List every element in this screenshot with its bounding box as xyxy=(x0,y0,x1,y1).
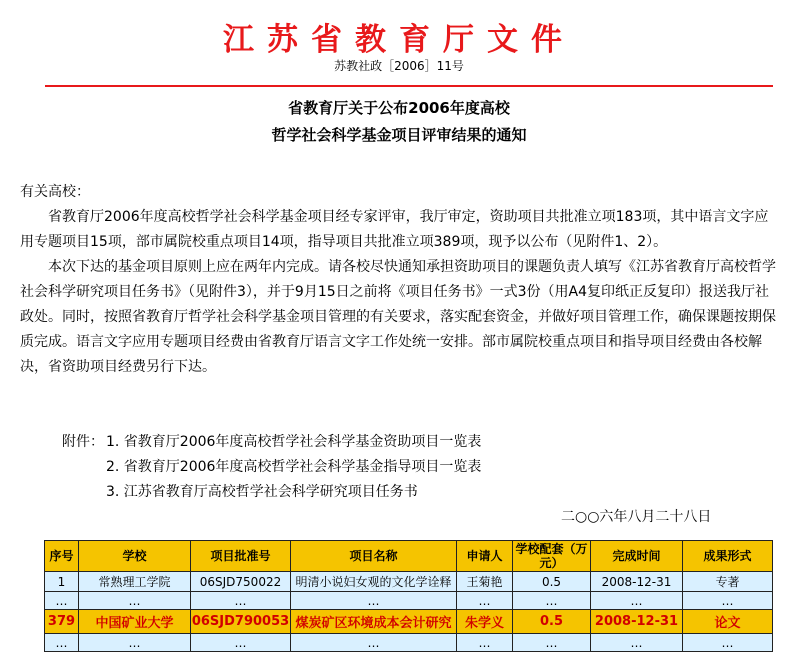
table-cell: … xyxy=(45,634,79,652)
table-cell: … xyxy=(191,634,291,652)
table-cell: … xyxy=(45,592,79,610)
table-row xyxy=(45,592,773,610)
table-cell: 1 xyxy=(45,572,79,592)
table-cell: … xyxy=(513,592,591,610)
table-cell: 专著 xyxy=(683,572,773,592)
table-cell: … xyxy=(457,592,513,610)
notice-heading-line1: 省教育厅关于公布2006年度高校 xyxy=(288,99,510,117)
header-cell: 项目批准号 xyxy=(191,541,291,572)
salutation: 有关高校： xyxy=(20,184,90,200)
document-title: 江苏省教育厅文件 xyxy=(223,22,575,58)
table-cell: 王菊艳 xyxy=(457,572,513,592)
header-cell: 成果形式 xyxy=(683,541,773,572)
table-cell: … xyxy=(291,634,457,652)
header-cell: 序号 xyxy=(45,541,79,572)
results-table xyxy=(44,540,773,652)
table-cell: … xyxy=(513,634,591,652)
document-number: 苏教社政［2006］11号 xyxy=(334,59,464,73)
table-cell: … xyxy=(457,634,513,652)
document-date: 二○○六年八月二十八日 xyxy=(561,509,712,525)
table-cell: … xyxy=(591,592,683,610)
table-cell: … xyxy=(79,634,191,652)
table-cell: 0.5 xyxy=(513,610,591,634)
table-cell: 朱学义 xyxy=(457,610,513,634)
table-cell: … xyxy=(191,592,291,610)
table-cell: 06SJD790053 xyxy=(191,610,291,634)
table-cell: 论文 xyxy=(683,610,773,634)
table-cell: 379 xyxy=(45,610,79,634)
table-row-highlighted xyxy=(45,610,773,634)
table-row xyxy=(45,572,773,592)
table-cell: 明清小说妇女观的文化学诠释 xyxy=(291,572,457,592)
attachments-label: 附件： xyxy=(62,434,104,450)
table-cell: … xyxy=(683,592,773,610)
table-cell: 2008-12-31 xyxy=(591,572,683,592)
table-cell: 中国矿业大学 xyxy=(79,610,191,634)
notice-heading-line2: 哲学社会科学基金项目评审结果的通知 xyxy=(271,126,527,144)
header-cell: 申请人 xyxy=(457,541,513,572)
table-cell: … xyxy=(591,634,683,652)
notice-body xyxy=(20,180,780,380)
header-cell: 学校配套（万元） xyxy=(513,541,591,572)
paragraph-2: 本次下达的基金项目原则上应在两年内完成。请各校尽快通知承担资助项目的课题负责人填写《江苏省教育厅高校哲学社会科学研究项目任务书》（见附件3），并于9月15日之前将《项目任务书》一式3份（用A4复印纸正反复印）报送我厅社政处。同时，按照省教育厅哲学社会科学基金项目管理的有关要求，落实配套资金，并做好项目管理工作，确保课题按期保质完成。语言文字应用专题项目经费由省教育厅语言文字工作处统一安排。部市属院校重点项目和指导项目经费由各校解决，省资助项目经费另行下达。 xyxy=(20,259,776,375)
table-cell: … xyxy=(291,592,457,610)
attachment-item-3: 3. 江苏省教育厅高校哲学社会科学研究项目任务书 xyxy=(106,484,418,500)
header-cell: 项目名称 xyxy=(291,541,457,572)
attachment-item-1: 1. 省教育厅2006年度高校哲学社会科学基金资助项目一览表 xyxy=(106,434,482,450)
attachment-item-2: 2. 省教育厅2006年度高校哲学社会科学基金指导项目一览表 xyxy=(106,459,482,475)
red-divider xyxy=(45,85,773,87)
header-cell: 学校 xyxy=(79,541,191,572)
table-header-row xyxy=(45,541,773,572)
table-cell: 2008-12-31 xyxy=(591,610,683,634)
table-cell: 煤炭矿区环境成本会计研究 xyxy=(291,610,457,634)
table-cell: 0.5 xyxy=(513,572,591,592)
table-cell: … xyxy=(79,592,191,610)
table-cell: … xyxy=(683,634,773,652)
table-row xyxy=(45,634,773,652)
table-cell: 06SJD750022 xyxy=(191,572,291,592)
header-cell: 完成时间 xyxy=(591,541,683,572)
table-cell: 常熟理工学院 xyxy=(79,572,191,592)
paragraph-1: 省教育厅2006年度高校哲学社会科学基金项目经专家评审，我厅审定，资助项目共批准立项183项，其中语言文字应用专题项目15项，部市属院校重点项目14项，指导项目共批准立项389项，现予以公布（见附件1、2）。 xyxy=(20,209,769,250)
